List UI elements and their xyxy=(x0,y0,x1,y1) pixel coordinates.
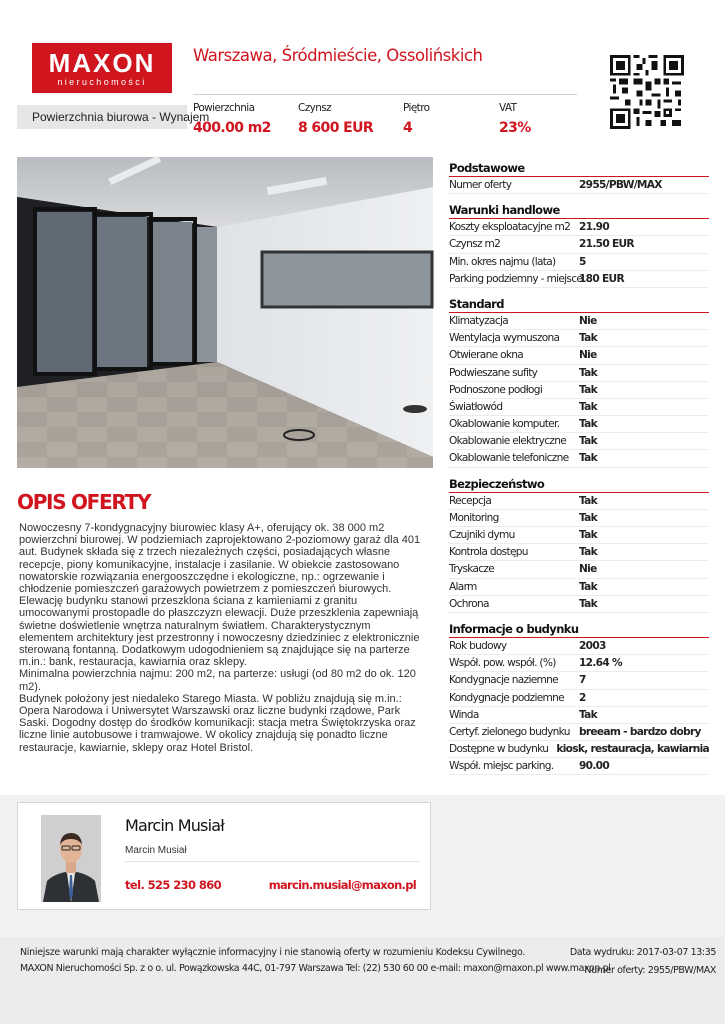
description-paragraph: Nowoczesny 7-kondygnacyjny biurowiec klasy A+, oferujący ok. 38 000 m2 powierzchni biurowej. W podziemiach zaprojektowano 2-poziomowy garaż dla 401 aut. Budynek składa się z trzech niezależnych części, posiadających własne recepcje, piony komunikacyjne, instalacje i zasilanie. W obiekcie zastosowano nowatorskie rozwiązania energooszczędne i ekologiczne, np.: ogrzewanie i chłodzenie pomieszczeń garażowych powietrzem z pomieszczeń biurowych. Elewację budynku stanowi przeszklona ściana z kamieniami z granitu umocowanymi prostopadle do płaszczyzn elewacji. Duże przeszklenia zapewniają świetne doświetlenie wnętrza naturalnym światłem. Charakterystycznym elementem architektury jest przestronny i nowoczesny dziedziniec z elektronicznie sterowaną fontanną. Dodatkowym udogodnieniem są znajdujące się na parterze m.in.: bank, restauracja, kawiarnia oraz sklepy. xyxy=(19,522,421,669)
detail-row xyxy=(449,433,709,450)
detail-row xyxy=(449,741,709,758)
stat-value: 4 xyxy=(403,120,413,136)
detail-label: Okablowanie elektryczne xyxy=(449,435,567,448)
location-title: Warszawa, Śródmieście, Ossolińskich xyxy=(193,46,483,65)
section-title: Bezpieczeństwo xyxy=(449,473,709,493)
detail-row xyxy=(449,655,709,672)
details-section xyxy=(449,157,709,194)
detail-row xyxy=(449,690,709,707)
agent-phone-link[interactable]: tel. 525 230 860 xyxy=(125,878,222,892)
detail-row xyxy=(449,330,709,347)
detail-row xyxy=(449,347,709,364)
agent-email-link[interactable]: marcin.musial@maxon.pl xyxy=(268,878,416,892)
detail-label: Winda xyxy=(449,708,479,721)
logo-brand: MAXON xyxy=(48,48,156,78)
stat-value: 400.00 m2 xyxy=(193,120,271,136)
detail-value: 2 xyxy=(579,691,586,704)
detail-value: 90.00 xyxy=(579,760,610,773)
detail-label: Otwierane okna xyxy=(449,349,524,362)
detail-value: Tak xyxy=(579,418,597,431)
detail-label: Kondygnacje podziemne xyxy=(449,691,564,704)
footer-disclaimer: Niniejsze warunki mają charakter wyłącznie informacyjny i nie stanowią oferty w rozumieniu Kodeksu Cywilnego. xyxy=(20,947,526,958)
footer-company-info: MAXON Nieruchomości Sp. z o o. ul. Powązkowska 44C, 01-797 Warszawa Tel: (22) 530 60 00 e-mail: maxon@maxon.pl www.maxon.pl xyxy=(20,963,611,974)
detail-value: Tak xyxy=(579,546,597,559)
detail-label: Czujniki dymu xyxy=(449,529,515,541)
detail-value: 12.64 % xyxy=(579,657,622,670)
detail-label: Numer oferty xyxy=(449,179,512,191)
detail-label: Podwieszane sufity xyxy=(449,366,538,379)
maxon-logo xyxy=(32,43,172,93)
detail-label: Kondygnacje naziemne xyxy=(449,674,558,687)
detail-row xyxy=(449,399,709,416)
stat-label: VAT xyxy=(499,102,517,114)
stat-label: Piętro xyxy=(403,102,430,114)
detail-value: Tak xyxy=(579,332,597,345)
detail-row xyxy=(449,707,709,724)
detail-row xyxy=(449,672,709,689)
stat-rent xyxy=(298,101,373,138)
agent-card xyxy=(17,802,431,910)
detail-value: Tak xyxy=(579,580,597,593)
detail-row xyxy=(449,365,709,382)
detail-label: Certyf. zielonego budynku xyxy=(449,725,570,738)
detail-value: 5 xyxy=(579,255,586,268)
details-section xyxy=(449,293,709,468)
stat-floor xyxy=(403,101,430,138)
detail-label: Okablowanie komputer. xyxy=(449,418,560,431)
agent-divider xyxy=(125,861,420,862)
detail-label: Dostępne w budynku xyxy=(449,743,549,756)
detail-value: Tak xyxy=(579,529,597,541)
detail-row xyxy=(449,313,709,330)
detail-value: Tak xyxy=(579,383,597,396)
detail-label: Klimatyzacja xyxy=(449,314,508,327)
detail-label: Rok budowy xyxy=(449,639,507,652)
detail-value: 21.50 EUR xyxy=(579,238,634,251)
detail-label: Tryskacze xyxy=(449,563,495,576)
detail-value: Nie xyxy=(579,349,597,362)
description-text xyxy=(19,522,424,754)
detail-row xyxy=(449,493,709,510)
detail-row xyxy=(449,236,709,253)
detail-row xyxy=(449,382,709,399)
detail-label: Światłowód xyxy=(449,400,503,413)
detail-row xyxy=(449,527,709,544)
detail-value: Tak xyxy=(579,597,597,610)
detail-row xyxy=(449,758,709,775)
detail-label: Wentylacja wymuszona xyxy=(449,332,560,345)
detail-label: Min. okres najmu (lata) xyxy=(449,255,556,268)
detail-value: 180 EUR xyxy=(579,272,624,285)
detail-value: Tak xyxy=(579,400,597,413)
header-divider xyxy=(193,94,577,95)
detail-label: Ochrona xyxy=(449,597,489,610)
footer-print-date: Data wydruku: 2017-03-07 13:35 xyxy=(569,947,716,958)
detail-row xyxy=(449,561,709,578)
detail-label: Okablowanie telefoniczne xyxy=(449,452,569,465)
detail-value: 2955/PBW/MAX xyxy=(579,179,662,191)
detail-row xyxy=(449,416,709,433)
detail-row xyxy=(449,254,709,271)
detail-row xyxy=(449,271,709,288)
agent-avatar xyxy=(41,815,101,902)
detail-label: Parking podziemny - miejsce xyxy=(449,272,583,285)
detail-row xyxy=(449,544,709,561)
detail-row xyxy=(449,579,709,596)
detail-label: Kontrola dostępu xyxy=(449,546,528,559)
details-section xyxy=(449,473,709,613)
description-title: OPIS OFERTY xyxy=(17,490,151,514)
detail-value: Tak xyxy=(579,366,597,379)
stat-value: 23% xyxy=(499,120,531,136)
stat-value: 8 600 EUR xyxy=(298,120,374,136)
detail-label: Koszty eksploatacyjne m2 xyxy=(449,221,571,234)
detail-row xyxy=(449,638,709,655)
detail-value: 2003 xyxy=(579,639,606,652)
detail-row xyxy=(449,177,709,194)
detail-value: 21.90 xyxy=(579,221,610,234)
detail-value: Tak xyxy=(579,511,597,524)
detail-row xyxy=(449,724,709,741)
property-type-badge: Powierzchnia biurowa - Wynajem xyxy=(17,105,187,129)
detail-label: Podnoszone podłogi xyxy=(449,383,543,396)
description-paragraph: Minimalna powierzchnia najmu: 200 m2, na parterze: usługi (od 80 m2 do ok. 120 m2). xyxy=(19,668,416,693)
detail-row xyxy=(449,596,709,613)
stat-area xyxy=(193,101,271,138)
detail-label: Recepcja xyxy=(449,494,492,507)
detail-label: Alarm xyxy=(449,580,477,593)
section-title: Informacje o budynku xyxy=(449,618,709,638)
details-section xyxy=(449,199,709,288)
detail-value: Nie xyxy=(579,563,597,576)
detail-value: kiosk, restauracja, kawiarnia xyxy=(556,743,709,756)
detail-value: Tak xyxy=(579,452,597,465)
details-panel xyxy=(449,157,709,780)
description-paragraph: Budynek położony jest niedaleko Starego Miasta. W pobliżu znajdują się m.in.: Opera Narodowa i Uniwersytet Warszawski oraz liczne budynki rządowe, Park Saski. Dogodny dostęp do środków komunikacji: stacja metra Świętokrzyska oraz liczne linie autobusowe i tramwajowe. W okolicy znajdują się ponadto liczne restauracje, kawiarnie, sklepy oraz Hotel Bristol. xyxy=(19,692,416,754)
section-title: Podstawowe xyxy=(449,157,709,177)
detail-row xyxy=(449,219,709,236)
detail-value: Tak xyxy=(579,494,597,507)
detail-value: Nie xyxy=(579,314,597,327)
stat-label: Czynsz xyxy=(298,102,332,114)
detail-label: Monitoring xyxy=(449,511,499,524)
detail-value: breeam - bardzo dobry xyxy=(579,725,701,738)
detail-value: Tak xyxy=(579,435,597,448)
office-photo xyxy=(17,157,433,468)
detail-value: 7 xyxy=(579,674,586,687)
detail-label: Czynsz m2 xyxy=(449,238,501,251)
detail-label: Współ. miejsc parking. xyxy=(449,760,554,773)
stat-vat xyxy=(499,101,531,138)
logo-subtitle: nieruchomości xyxy=(57,77,147,87)
detail-label: Współ. pow. współ. (%) xyxy=(449,657,556,670)
footer-offer-number: Numer oferty: 2955/PBW/MAX xyxy=(584,965,716,976)
section-title: Standard xyxy=(449,293,709,313)
qr-code-icon xyxy=(610,55,684,129)
details-section xyxy=(449,618,709,776)
agent-subtitle: Marcin Musiał xyxy=(125,845,187,856)
detail-row xyxy=(449,510,709,527)
stat-label: Powierzchnia xyxy=(193,102,255,114)
agent-name: Marcin Musiał xyxy=(125,816,224,835)
detail-row xyxy=(449,450,709,467)
section-title: Warunki handlowe xyxy=(449,199,709,219)
detail-value: Tak xyxy=(579,708,597,721)
